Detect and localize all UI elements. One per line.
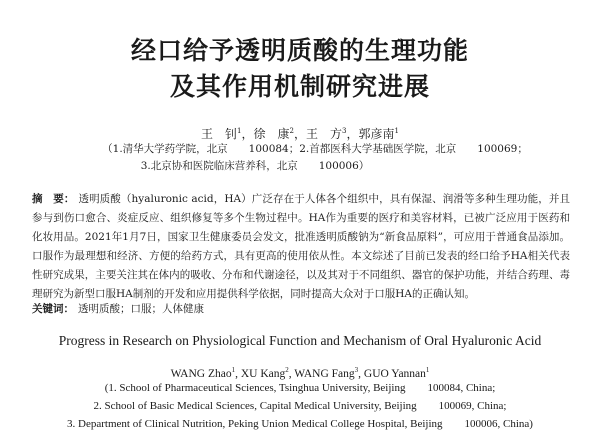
- english-author-list: WANG Zhao$^1$, XU Kang$^2$, WANG Fang$^3$, GUO Yannan$^1$: [170, 366, 430, 380]
- author-affil-mark: 1: [237, 127, 242, 135]
- english-author-affil-mark: 1: [231, 366, 236, 374]
- author-name: 徐 康: [253, 127, 290, 141]
- author-affil-mark: 3: [342, 127, 347, 135]
- abstract-text: 透明质酸（hyaluronic acid，HA）广泛存在于人体各个组织中，具有保湿、润滑等多种生理功能，并且参与到伤口愈合、炎症反应、组织修复等多个生物过程中。HA作为重要的医疗和美容材料，已被广泛应用于医药和化妆用品。2021年1月7日，国家卫生健康委员会发文，批准透明质酸钠为“新食品原料”，可应用于普通食品添加。口服作为最理想和经济、方便的给药方式，具有更高的使用依从性。本文综述了目前已发表的经口给予HA相关代表性研究成果，主要关注其在体内的吸收、分布和代谢途径，以及其对于不同组织、器官的保护功能，并结合药理、毒理研究为新型口服HA制剂的开发和应用提供科学依据，同时提高大众对于口服HA的正确认知。: [32, 193, 571, 300]
- author-affil-mark: 2: [289, 127, 294, 135]
- title-line-1: 经口给予透明质酸的生理功能: [130, 36, 469, 65]
- keywords: [32, 300, 570, 319]
- author-list: 王 钊$^1$，徐 康$^2$，王 方$^3$，郭彦南$^1$: [201, 127, 399, 141]
- affiliation-line-1: （1.清华大学药学院，北京 100084；2.首都医科大学基础医学院，北京 100069；: [102, 143, 528, 155]
- english-author-affil-mark: 2: [285, 366, 289, 374]
- abstract-label: 摘 要：: [32, 193, 75, 205]
- affiliation-line-2: 3.北京协和医院临床营养科，北京 100006）: [140, 160, 370, 172]
- author-name: 王 钊: [201, 127, 238, 141]
- english-author-name: XU Kang: [240, 367, 286, 380]
- english-author-name: WANG Fang: [294, 367, 355, 380]
- author-name: 郭彦南: [358, 127, 395, 141]
- english-affiliation-3: 3. Department of Clinical Nutrition, Peking Union Medical College Hospital, Beijing 100006, China): [67, 418, 533, 430]
- abstract: [32, 190, 570, 304]
- keywords-label: 关键词：: [32, 303, 74, 315]
- english-author-name: WANG Zhao: [170, 367, 232, 380]
- english-affiliation-2: 2. School of Basic Medical Sciences, Capital Medical University, Beijing 100069, China;: [93, 400, 507, 412]
- title-line-2: 及其作用机制研究进展: [169, 72, 430, 101]
- english-title: Progress in Research on Physiological Function and Mechanism of Oral Hyaluronic Acid: [58, 333, 542, 348]
- author-affil-mark: 1: [394, 127, 399, 135]
- english-affiliation-1: (1. School of Pharmaceutical Sciences, Tsinghua University, Beijing 100084, China;: [104, 382, 496, 394]
- english-author-affil-mark: 3: [354, 366, 359, 374]
- english-author-name: GUO Yannan: [363, 367, 426, 380]
- keywords-text: 透明质酸；口服；人体健康: [78, 303, 204, 315]
- english-author-affil-mark: 1: [425, 366, 430, 374]
- author-name: 王 方: [306, 127, 343, 141]
